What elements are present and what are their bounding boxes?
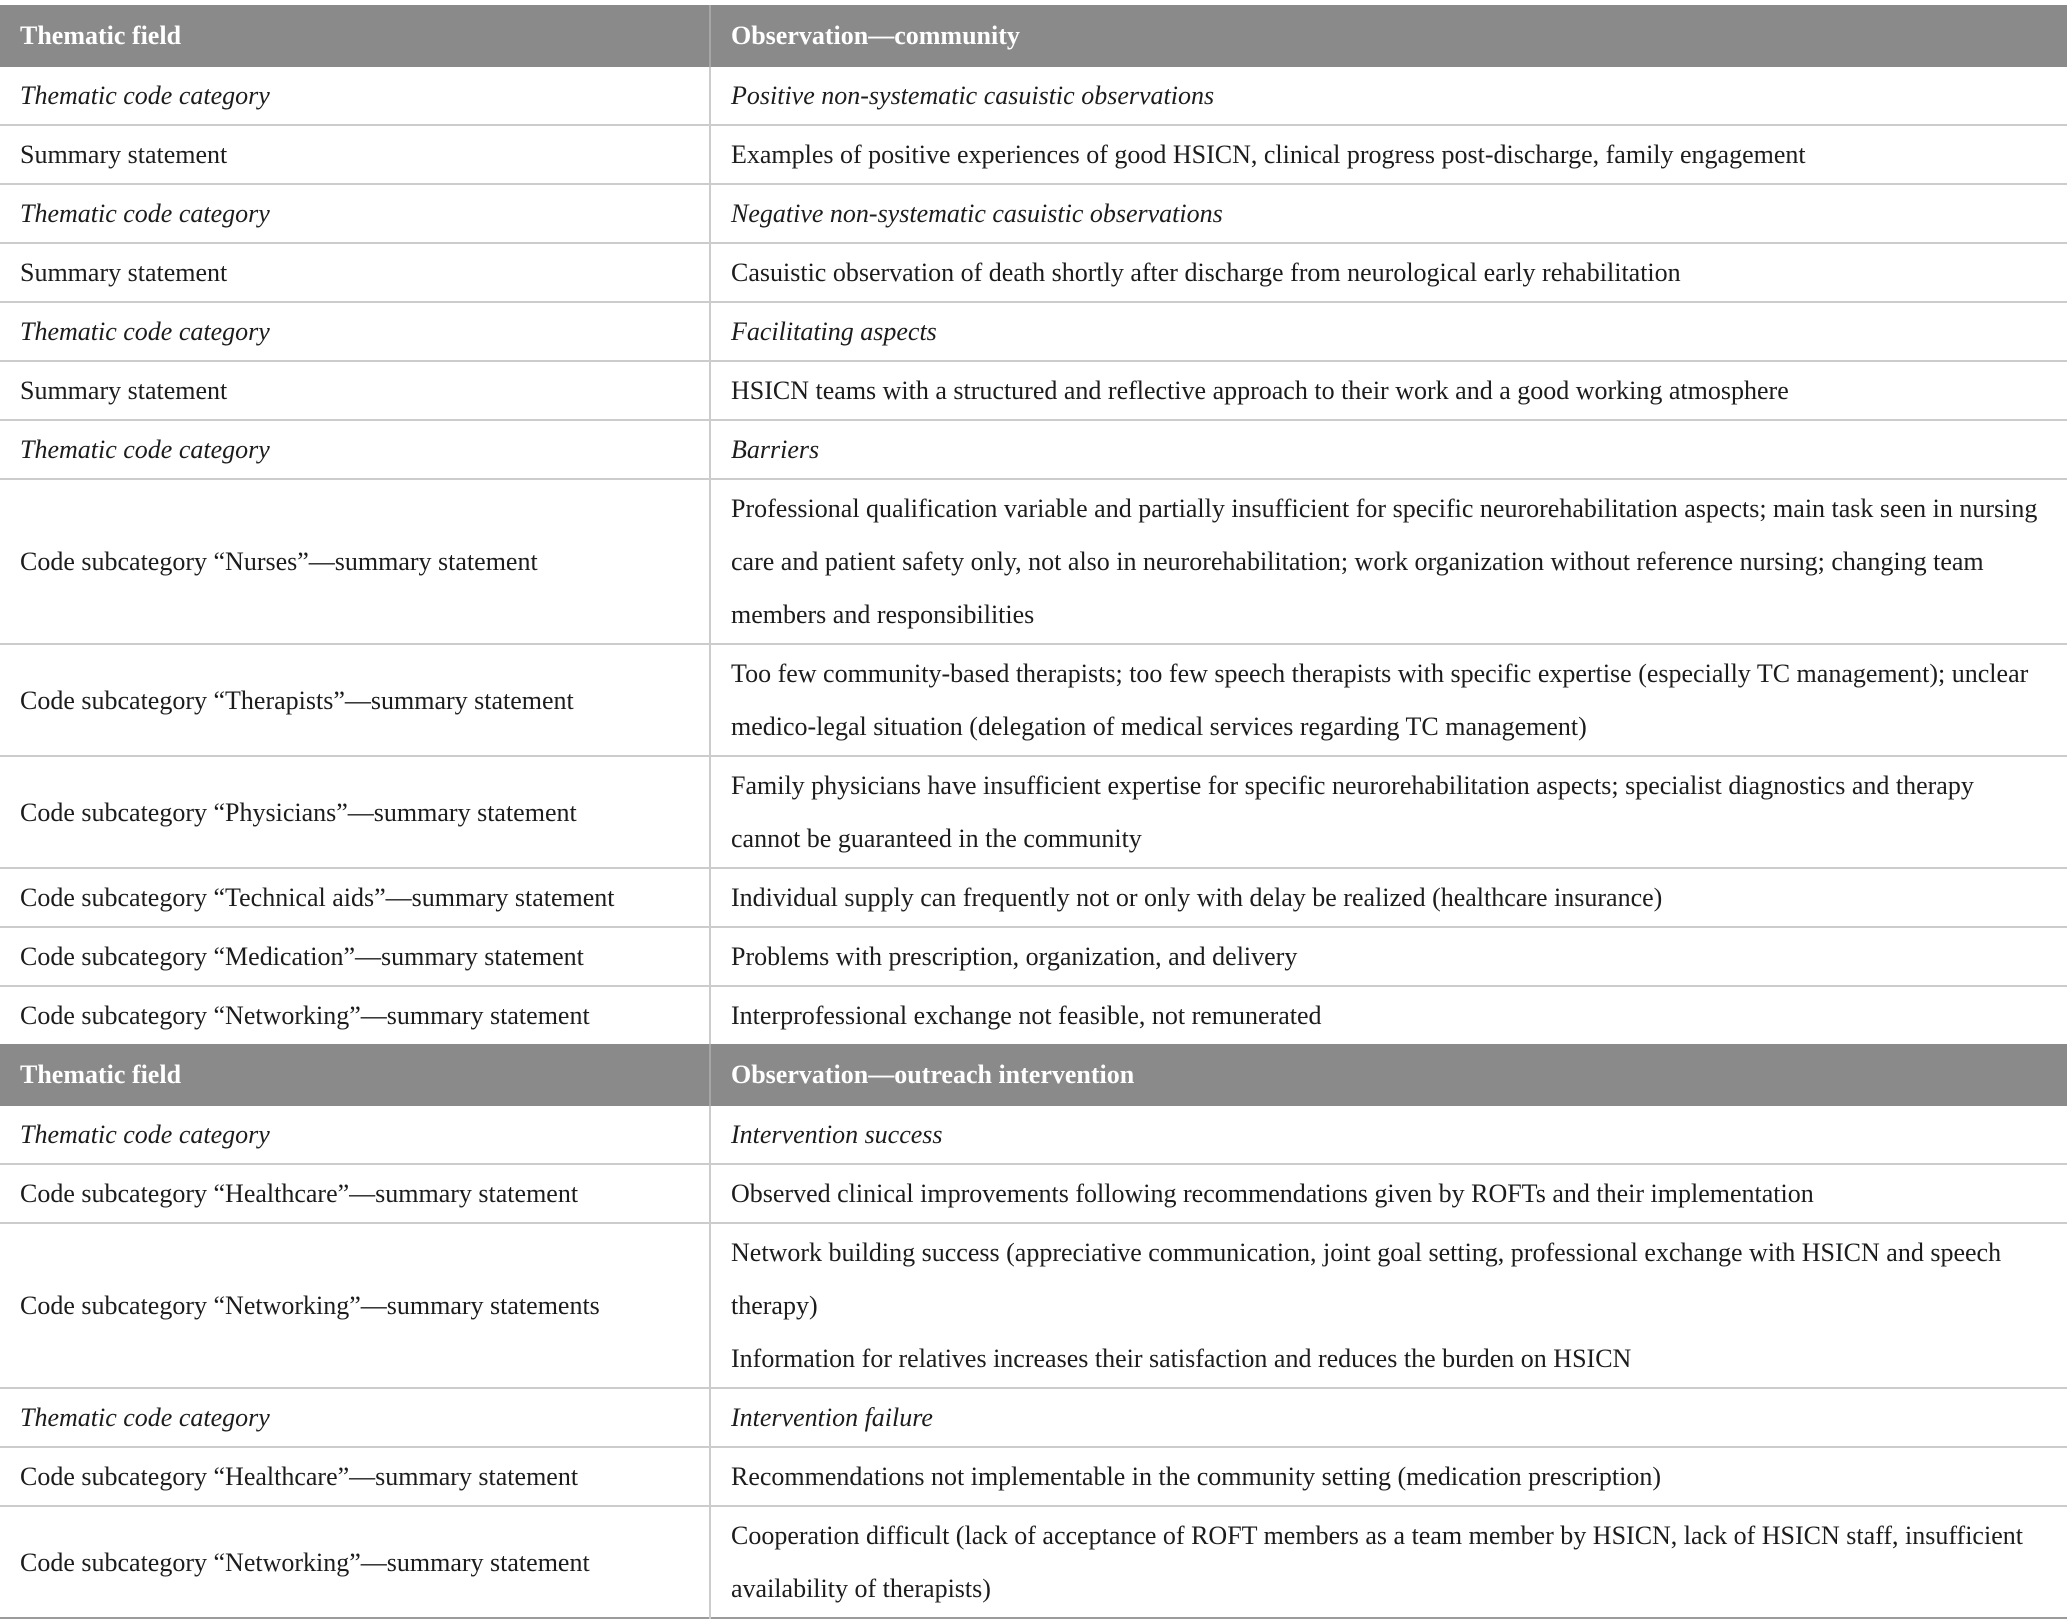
value-paragraph: Problems with prescription, organization, and delivery bbox=[731, 942, 1298, 971]
row-label-cell: Code subcategory “Technical aids”—summary statement bbox=[0, 868, 710, 927]
value-paragraph: Family physicians have insufficient expertise for specific neurorehabilitation aspects; specialist diagnostics and therapy cannot be guaranteed in the community bbox=[731, 771, 1974, 853]
value-paragraph: Professional qualification variable and partially insufficient for specific neurorehabilitation aspects; main task seen in nursing care and patient safety only, not also in neurorehabilitation; work organization without reference nursing; changing team members and responsibilities bbox=[731, 494, 2038, 629]
table-row bbox=[0, 1106, 2067, 1164]
header-row bbox=[0, 5, 2067, 67]
row-value-cell bbox=[710, 756, 2067, 868]
table-body bbox=[0, 5, 2067, 1618]
value-paragraph: Cooperation difficult (lack of acceptance of ROFT members as a team member by HSICN, lack of HSICN staff, insufficient availability of therapists) bbox=[731, 1521, 2023, 1603]
row-label-cell: Thematic code category bbox=[0, 1388, 710, 1447]
value-paragraph: Negative non-systematic casuistic observations bbox=[731, 199, 1223, 228]
table-row bbox=[0, 1223, 2067, 1388]
value-paragraph: Recommendations not implementable in the community setting (medication prescription) bbox=[731, 1462, 1662, 1491]
table-row bbox=[0, 644, 2067, 756]
row-label-cell: Code subcategory “Medication”—summary statement bbox=[0, 927, 710, 986]
value-paragraph: Examples of positive experiences of good HSICN, clinical progress post-discharge, family engagement bbox=[731, 140, 1806, 169]
row-value-cell bbox=[710, 479, 2067, 644]
value-paragraph: Intervention failure bbox=[731, 1403, 933, 1432]
value-paragraph: HSICN teams with a structured and reflective approach to their work and a good working atmosphere bbox=[731, 376, 1789, 405]
row-value-cell bbox=[710, 243, 2067, 302]
row-value-cell bbox=[710, 420, 2067, 479]
value-paragraph: Interprofessional exchange not feasible, not remunerated bbox=[731, 1001, 1322, 1030]
table-row bbox=[0, 184, 2067, 243]
row-value-cell bbox=[710, 302, 2067, 361]
header-cell-observation: Observation—outreach intervention bbox=[710, 1044, 2067, 1106]
row-label-cell: Thematic code category bbox=[0, 184, 710, 243]
row-label-cell: Code subcategory “Healthcare”—summary statement bbox=[0, 1164, 710, 1223]
row-label-cell: Code subcategory “Networking”—summary statements bbox=[0, 1223, 710, 1388]
row-label-cell: Thematic code category bbox=[20, 81, 270, 110]
row-value-cell bbox=[710, 361, 2067, 420]
row-value-cell bbox=[710, 868, 2067, 927]
value-paragraph: Individual supply can frequently not or only with delay be realized (healthcare insurance) bbox=[731, 883, 1663, 912]
row-label-cell: Code subcategory “Networking”—summary statement bbox=[0, 986, 710, 1044]
header-cell-thematic-field: Thematic field bbox=[0, 5, 710, 67]
table-row bbox=[0, 1164, 2067, 1223]
table-row bbox=[0, 479, 2067, 644]
row-label-cell: Thematic code category bbox=[20, 1120, 270, 1149]
value-paragraph: Barriers bbox=[731, 435, 820, 464]
row-value-cell bbox=[710, 1164, 2067, 1223]
row-label-cell: Code subcategory “Networking”—summary statement bbox=[0, 1506, 710, 1618]
row-label-cell: Code subcategory “Healthcare”—summary statement bbox=[0, 1447, 710, 1506]
row-label-cell: Summary statement bbox=[0, 243, 710, 302]
row-label-cell: Thematic code category bbox=[0, 420, 710, 479]
table-row bbox=[0, 243, 2067, 302]
row-value-cell bbox=[710, 1106, 2067, 1164]
table-row bbox=[0, 361, 2067, 420]
table-row bbox=[0, 67, 2067, 125]
value-paragraph: Casuistic observation of death shortly after discharge from neurological early rehabilitation bbox=[731, 258, 1681, 287]
value-paragraph: Positive non-systematic casuistic observations bbox=[731, 81, 1215, 110]
value-paragraph: Network building success (appreciative communication, joint goal setting, professional exchange with HSICN and speech therapy) bbox=[731, 1238, 2002, 1320]
header-cell-observation: Observation—community bbox=[710, 5, 2067, 67]
row-value-cell bbox=[710, 1506, 2067, 1618]
qualitative-table bbox=[0, 5, 2067, 1619]
row-value-cell bbox=[710, 644, 2067, 756]
table-row bbox=[0, 756, 2067, 868]
row-value-cell bbox=[710, 927, 2067, 986]
row-label-cell: Summary statement bbox=[0, 361, 710, 420]
header-cell-thematic-field: Thematic field bbox=[0, 1044, 710, 1106]
row-label-cell: Code subcategory “Nurses”—summary statement bbox=[0, 479, 710, 644]
table-row bbox=[0, 1447, 2067, 1506]
row-label-cell: Code subcategory “Physicians”—summary statement bbox=[0, 756, 710, 868]
table-row bbox=[0, 1388, 2067, 1447]
row-value-cell bbox=[710, 1388, 2067, 1447]
row-value-cell bbox=[710, 67, 2067, 125]
value-paragraph: Information for relatives increases their satisfaction and reduces the burden on HSICN bbox=[731, 1344, 1632, 1373]
value-paragraph: Too few community-based therapists; too few speech therapists with specific expertise (especially TC management); unclear medico-legal situation (delegation of medical services regarding TC management) bbox=[731, 659, 2029, 741]
table-row bbox=[0, 302, 2067, 361]
table-row bbox=[0, 986, 2067, 1044]
table-row bbox=[0, 1506, 2067, 1618]
row-value-cell bbox=[710, 1223, 2067, 1388]
row-value-cell bbox=[710, 986, 2067, 1044]
row-label-cell: Code subcategory “Therapists”—summary statement bbox=[0, 644, 710, 756]
table-row bbox=[0, 420, 2067, 479]
row-value-cell bbox=[710, 1447, 2067, 1506]
row-value-cell bbox=[710, 184, 2067, 243]
row-label-cell: Thematic code category bbox=[0, 302, 710, 361]
value-paragraph: Intervention success bbox=[731, 1120, 943, 1149]
header-row bbox=[0, 1044, 2067, 1106]
table-row bbox=[0, 125, 2067, 184]
row-value-cell bbox=[710, 125, 2067, 184]
table-row bbox=[0, 927, 2067, 986]
table-row bbox=[0, 868, 2067, 927]
row-label-cell: Summary statement bbox=[0, 125, 710, 184]
value-paragraph: Facilitating aspects bbox=[731, 317, 937, 346]
value-paragraph: Observed clinical improvements following recommendations given by ROFTs and their implementation bbox=[731, 1179, 1814, 1208]
